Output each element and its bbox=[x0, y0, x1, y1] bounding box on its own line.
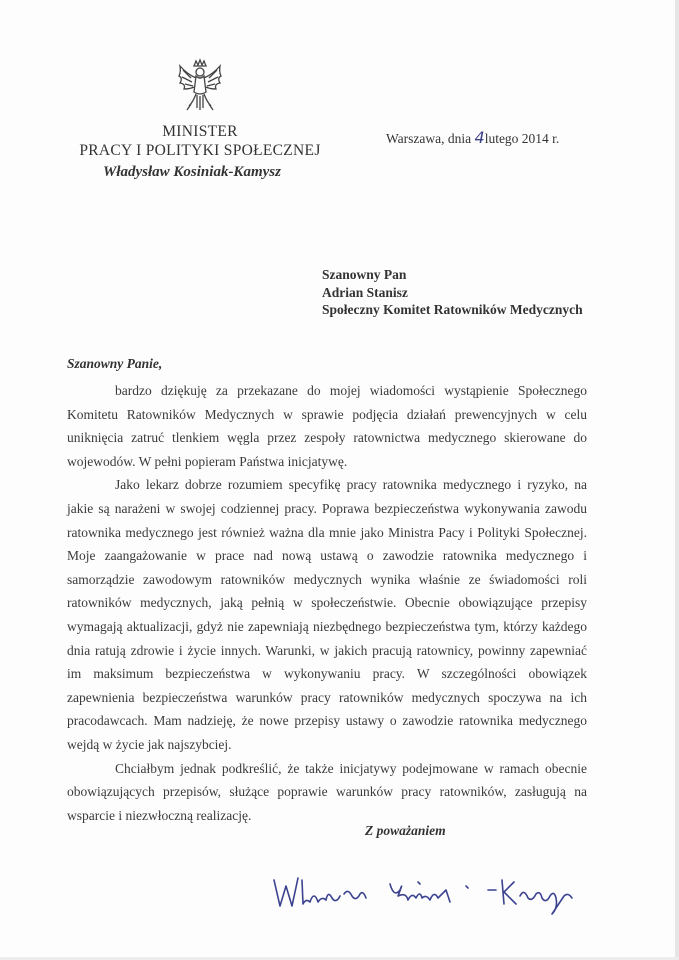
ministry-heading bbox=[70, 122, 330, 160]
closing-phrase: Z poważaniem bbox=[365, 823, 446, 838]
letter-body bbox=[67, 379, 587, 827]
letter-salutation: Szanowny Panie, bbox=[67, 356, 163, 371]
dateline bbox=[386, 128, 559, 147]
paragraph-3: Chciałbym jednak podkreślić, że także inicjatywy podejmowane w ramach obecnie obowiązujących przepisów, służące poprawie warunków pracy ratowników, zasługują na wsparcie i niezwłoczną realizację. bbox=[67, 760, 587, 823]
handwritten-day: 4 bbox=[474, 128, 485, 147]
dateline-prefix: Warszawa, dnia bbox=[386, 131, 475, 146]
paragraph-2: Jako lekarz dobrze rozumiem specyfikę pracy ratownika medycznego i ryzyko, na jakie są narażeni w swojej codziennej pracy. Poprawa bezpieczeństwa wykonywania zawodu ratownika medycznego jest również ważna dla mnie jako Ministra Pacy i Polityki Społecznej. Moje zaangażowanie w prace nad nową ustawą o zawodzie ratownika medycznego i samorządzie zawodowym ratowników medycznych wynika właśnie ze świadomości roli ratowników medycznych, jaką pełnią w społeczeństwie. Obecnie obowiązujące przepisy wymagają aktualizacji, gdyż nie zapewniają niezbędnego bezpieczeństwa tym, którzy każdego dnia ratują zdrowie i życie innych. Warunki, w jakich pracują ratownicy, powinny zapewniać im maksimum bezpieczeństwa w wykonywaniu pracy. W szczególności obowiązek zapewnienia bezpieczeństwa warunków pracy ratowników medycznych spoczywa na ich pracodawcach. Mam nadzieję, że nowe przepisy ustawy o zawodzie ratownika medycznego wejdą w życie jak najszybciej. bbox=[67, 477, 587, 752]
minister-name: Władysław Kosiniak-Kamysz bbox=[103, 164, 281, 180]
addressee-block bbox=[322, 266, 583, 319]
addressee-salutation: Szanowny Pan bbox=[322, 267, 407, 282]
polish-eagle-emblem-icon bbox=[175, 58, 225, 114]
addressee-organization: Społeczny Komitet Ratowników Medycznych bbox=[322, 302, 583, 317]
ministry-title: MINISTER bbox=[162, 123, 238, 140]
dateline-suffix: lutego 2014 r. bbox=[484, 131, 560, 146]
handwritten-signature bbox=[270, 868, 580, 918]
paragraph-1: bardzo dziękuję za przekazane do mojej wiadomości wystąpienie Społecznego Komitetu Ratowników Medycznych w sprawie podjęcia działań prewencyjnych w celu uniknięcia zatruć tlenkiem węgla przez zespoły ratownictwa medycznego skierowane do wojewodów. W pełni popieram Państwa inicjatywę. bbox=[67, 383, 587, 469]
scan-edge-right bbox=[675, 0, 679, 960]
addressee-name: Adrian Stanisz bbox=[322, 284, 408, 300]
ministry-name: PRACY I POLITYKI SPOŁECZNEJ bbox=[79, 142, 321, 159]
